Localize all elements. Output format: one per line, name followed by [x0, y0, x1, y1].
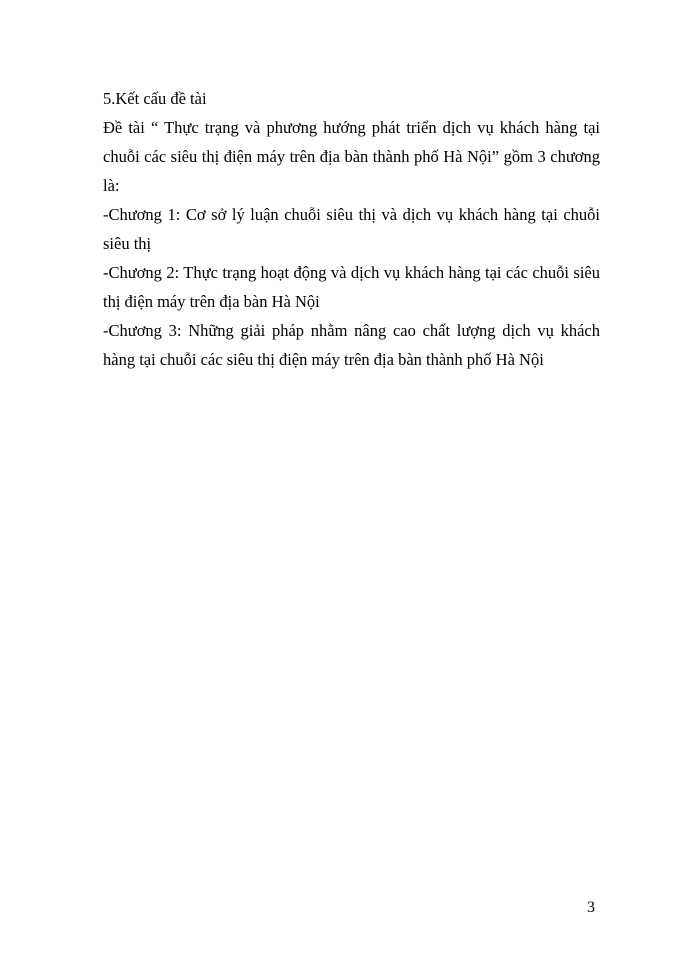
intro-paragraph: Đề tài “ Thực trạng và phương hướng phát triển dịch vụ khách hàng tại chuỗi các siêu thị điện máy trên địa bàn thành phố Hà Nội” gồm 3 chương là:: [103, 118, 600, 195]
chapter-3: -Chương 3: Những giải pháp nhằm nâng cao chất lượng dịch vụ khách hàng tại chuỗi các siêu thị điện máy trên địa bàn thành phố Hà Nội: [103, 321, 600, 369]
page-content: [103, 84, 600, 374]
chapter-2: -Chương 2: Thực trạng hoạt động và dịch vụ khách hàng tại các chuỗi siêu thị điện máy trên địa bàn Hà Nội: [103, 263, 600, 311]
page-number: 3: [587, 899, 595, 916]
chapter-1: -Chương 1: Cơ sở lý luận chuỗi siêu thị và dịch vụ khách hàng tại chuỗi siêu thị: [103, 205, 600, 253]
section-heading: 5.Kết cấu đề tài: [103, 89, 207, 108]
